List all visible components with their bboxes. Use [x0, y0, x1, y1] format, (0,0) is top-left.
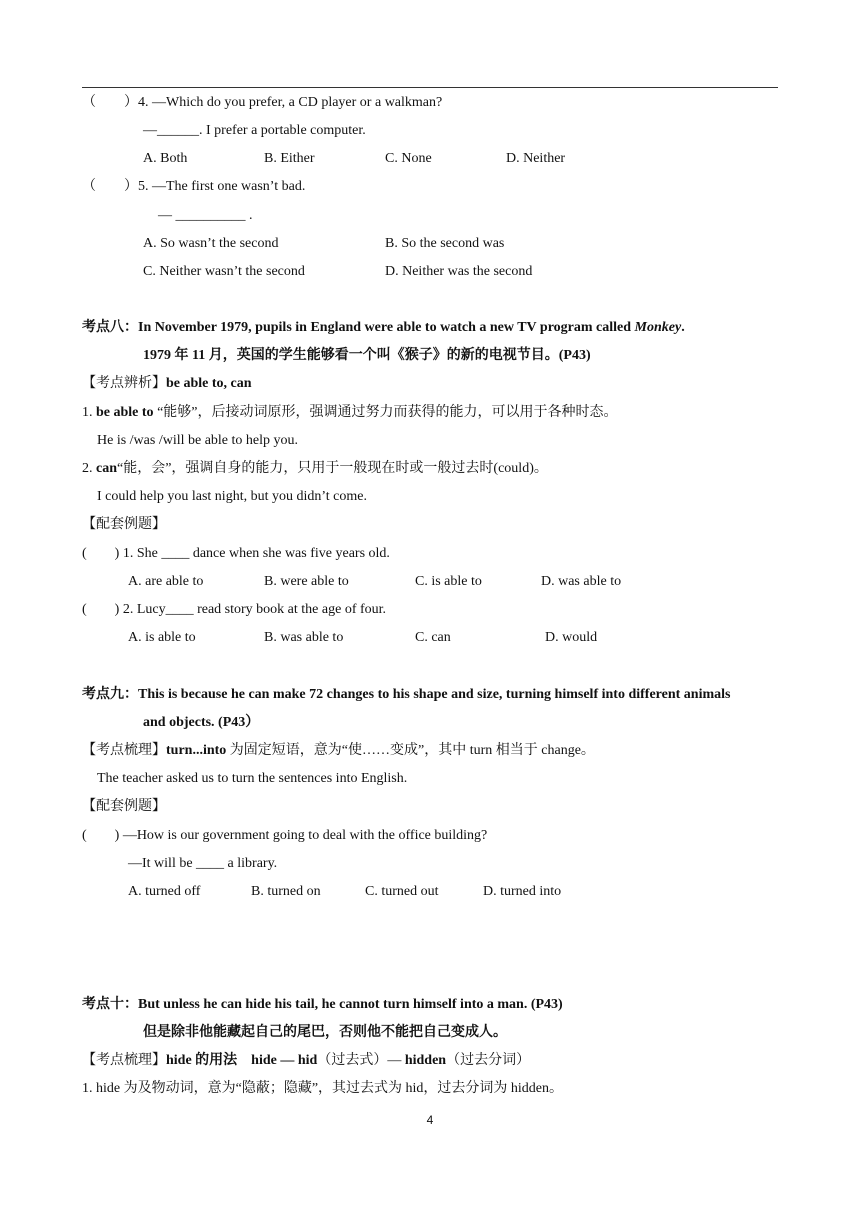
q5-stem: （ ）5. —The first one wasn’t bad.: [82, 179, 306, 194]
k8-e1-option-d: D. was able to: [541, 574, 622, 589]
k10-title-en: But unless he can hide his tail, he cannot turn himself into a man. (P43): [138, 997, 563, 1012]
k9-exercise-label: 【配套例题】: [82, 799, 166, 814]
q5-answer: — __________ .: [158, 208, 253, 223]
k8-point-2-text: “能，会”，强调自身的能力，只用于一般现在时或一般过去时(could)。: [117, 461, 548, 476]
k8-title-en: In November 1979, pupils in England were able to watch a new TV program called: [138, 320, 635, 335]
k8-exercise-label: 【配套例题】: [82, 517, 166, 532]
q5-option-d: D. Neither was the second: [385, 264, 533, 279]
k10-analysis-term: hide 的用法 hide — hid: [166, 1053, 318, 1068]
q4-option-d: D. Neither: [506, 151, 566, 166]
q5-option-c: C. Neither wasn’t the second: [143, 264, 305, 279]
k10-analysis-past: （过去式）—: [317, 1053, 405, 1068]
k10-title: [82, 996, 563, 1014]
q5-option-b: B. So the second was: [385, 236, 505, 251]
k8-title-italic: Monkey: [634, 320, 682, 335]
k10-analysis: [82, 1052, 530, 1070]
k8-e1-stem: ( ) 1. She ____ dance when she was five years old.: [82, 546, 390, 561]
q4-stem: （ ）4. —Which do you prefer, a CD player or a walkman?: [82, 95, 443, 110]
k8-point-2: [82, 460, 548, 478]
k8-e1-option-c: C. is able to: [415, 574, 482, 589]
k8-e2-stem: ( ) 2. Lucy____ read story book at the age of four.: [82, 602, 387, 617]
k8-point-1: [82, 404, 618, 422]
k10-analysis-label: 【考点梳理】: [82, 1053, 166, 1068]
q4-answer: —______. I prefer a portable computer.: [143, 123, 366, 138]
k8-point-2-example: I could help you last night, but you didn’t come.: [97, 489, 367, 504]
k9-e1-option-a: A. turned off: [128, 884, 201, 899]
k9-title: [82, 686, 730, 704]
k8-point-2-term: can: [96, 461, 117, 476]
q4-option-c: C. None: [385, 151, 432, 166]
k9-title-label: 考点九：: [82, 687, 138, 702]
k8-point-1-text: “能够”，后接动词原形，强调通过努力而获得的能力，可以用于各种时态。: [153, 405, 618, 420]
k8-title: [82, 319, 685, 337]
k8-e2-option-c: C. can: [415, 630, 451, 645]
k10-title-label: 考点十：: [82, 997, 138, 1012]
k10-title-cn: 但是除非他能藏起自己的尾巴，否则他不能把自己变成人。: [143, 1025, 507, 1040]
k9-e1-option-c: C. turned out: [365, 884, 439, 899]
k9-e1-option-d: D. turned into: [483, 884, 562, 899]
k8-e2-option-a: A. is able to: [128, 630, 196, 645]
q4-option-b: B. Either: [264, 151, 315, 166]
k10-analysis-term2: hidden: [404, 1053, 447, 1068]
k9-example: The teacher asked us to turn the sentences into English.: [97, 771, 408, 786]
k8-analysis-text: be able to, can: [166, 376, 252, 391]
k8-e1-option-a: A. are able to: [128, 574, 204, 589]
k9-e1-answer: —It will be ____ a library.: [128, 856, 278, 871]
k8-e1-option-b: B. were able to: [264, 574, 349, 589]
k8-analysis: [82, 375, 252, 393]
k8-point-1-num: 1.: [82, 405, 96, 420]
k9-title-cont: and objects. (P43）: [143, 715, 260, 730]
k9-analysis: [82, 742, 595, 760]
page-number: 4: [426, 1113, 434, 1127]
k8-title-cn: 1979 年 11 月，英国的学生能够看一个叫《猴子》的新的电视节目。(P43): [143, 348, 591, 363]
k8-point-1-example: He is /was /will be able to help you.: [97, 433, 299, 448]
k9-title-en: This is because he can make 72 changes to his shape and size, turning himself into different animals: [138, 687, 731, 702]
k9-analysis-term: turn...into: [166, 743, 227, 758]
k8-e2-option-b: B. was able to: [264, 630, 344, 645]
k9-analysis-text: 为固定短语，意为“使……变成”，其中 turn 相当于 change。: [226, 743, 595, 758]
k9-e1-option-b: B. turned on: [251, 884, 321, 899]
k9-analysis-label: 【考点梳理】: [82, 743, 166, 758]
k8-point-1-term: be able to: [96, 405, 154, 420]
k9-e1-stem: ( ) —How is our government going to deal with the office building?: [82, 828, 488, 843]
k10-point-1: 1. hide 为及物动词，意为“隐蔽；隐藏”，其过去式为 hid，过去分词为 hidden。: [82, 1081, 564, 1096]
k8-e2-option-d: D. would: [545, 630, 598, 645]
k8-point-2-num: 2.: [82, 461, 96, 476]
header-rule: [82, 87, 778, 88]
k8-analysis-label: 【考点辨析】: [82, 376, 166, 391]
k8-title-label: 考点八：: [82, 320, 138, 335]
q5-option-a: A. So wasn’t the second: [143, 236, 279, 251]
q4-option-a: A. Both: [143, 151, 188, 166]
k8-title-end: .: [681, 320, 685, 335]
k10-analysis-pp: （过去分词）: [446, 1053, 531, 1068]
